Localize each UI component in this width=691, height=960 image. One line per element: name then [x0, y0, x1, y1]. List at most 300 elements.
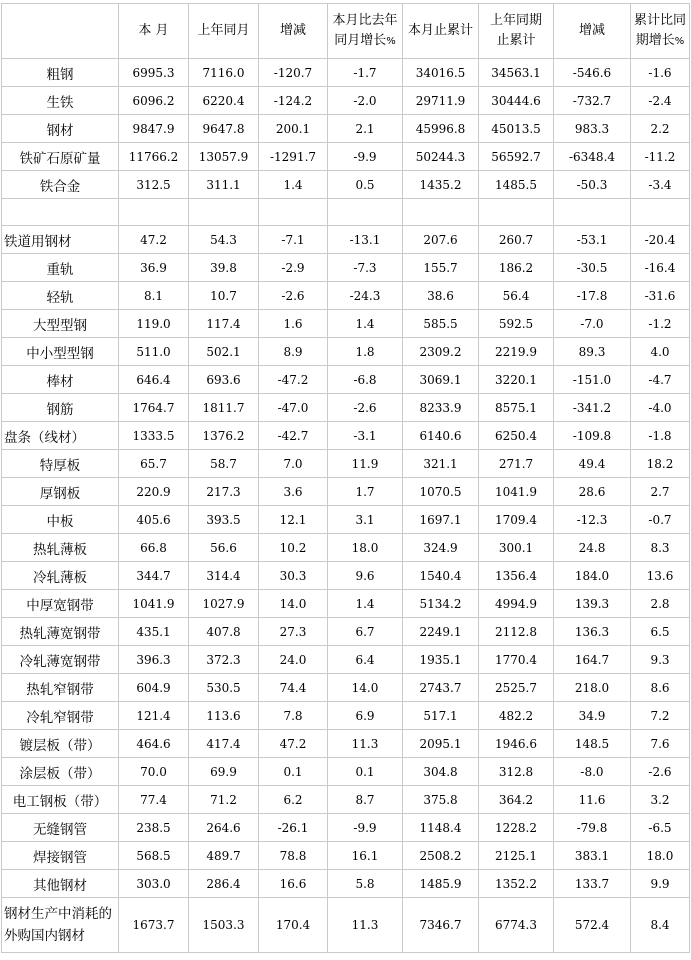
cell-value: -341.2: [554, 394, 631, 422]
cell-value: 572.4: [554, 898, 631, 953]
cell-value: 10.2: [259, 534, 328, 562]
row-label: [2, 199, 119, 226]
cell-value: 65.7: [119, 450, 189, 478]
cell-value: 34.9: [554, 702, 631, 730]
table-row: [2, 758, 690, 786]
header-last-year-cum-line1: 上年同期: [489, 13, 542, 28]
cell-value: 164.7: [554, 646, 631, 674]
header-item: [2, 4, 119, 59]
cell-value: 18.0: [631, 842, 690, 870]
cell-value: -1.8: [631, 422, 690, 450]
cell-value: 155.7: [403, 254, 479, 282]
cell-value: 220.9: [119, 478, 189, 506]
cell-value: 56592.7: [479, 143, 554, 171]
header-last-year-cumulative: [479, 4, 554, 59]
row-label: 重轨: [2, 254, 119, 282]
cell-value: 1333.5: [119, 422, 189, 450]
cell-value: 14.0: [259, 590, 328, 618]
cell-value: -47.2: [259, 366, 328, 394]
cell-value: 2112.8: [479, 618, 554, 646]
cell-value: 1041.9: [479, 478, 554, 506]
cell-value: [189, 199, 259, 226]
cell-value: 1352.2: [479, 870, 554, 898]
cell-value: 47.2: [259, 730, 328, 758]
cell-value: 7.6: [631, 730, 690, 758]
cell-value: 585.5: [403, 310, 479, 338]
cell-value: 200.1: [259, 115, 328, 143]
table-row: [2, 143, 690, 171]
cell-value: 38.6: [403, 282, 479, 310]
cell-value: 2.7: [631, 478, 690, 506]
cell-value: 45013.5: [479, 115, 554, 143]
cell-value: 1041.9: [119, 590, 189, 618]
row-label: 镀层板（带）: [2, 730, 119, 758]
cell-value: 11.3: [328, 898, 403, 953]
table-row: [2, 478, 690, 506]
cell-value: 45996.8: [403, 115, 479, 143]
blank-row: [2, 199, 690, 226]
cell-value: 6995.3: [119, 59, 189, 87]
cell-value: 303.0: [119, 870, 189, 898]
cell-value: 7346.7: [403, 898, 479, 953]
cell-value: 312.5: [119, 171, 189, 199]
cell-value: 34016.5: [403, 59, 479, 87]
header-cum-growth-unit: %: [674, 35, 685, 47]
cell-value: 1148.4: [403, 814, 479, 842]
cell-value: 517.1: [403, 702, 479, 730]
table-row: [2, 702, 690, 730]
cell-value: 39.8: [189, 254, 259, 282]
cell-value: 1435.2: [403, 171, 479, 199]
cell-value: 6.4: [328, 646, 403, 674]
cell-value: [403, 199, 479, 226]
cell-value: 530.5: [189, 674, 259, 702]
row-label: 中小型型钢: [2, 338, 119, 366]
header-last-year-month: 上年同月: [189, 4, 259, 59]
cell-value: 6220.4: [189, 87, 259, 115]
cell-value: -732.7: [554, 87, 631, 115]
row-label: 盘条（线材）: [2, 422, 119, 450]
cell-value: 592.5: [479, 310, 554, 338]
cell-value: 11.9: [328, 450, 403, 478]
cell-value: 6.5: [631, 618, 690, 646]
cell-value: -42.7: [259, 422, 328, 450]
cell-value: -50.3: [554, 171, 631, 199]
cell-value: 2.8: [631, 590, 690, 618]
cell-value: 8.3: [631, 534, 690, 562]
cell-value: 3069.1: [403, 366, 479, 394]
cell-value: 1356.4: [479, 562, 554, 590]
row-label: 钢材生产中消耗的外购国内钢材: [2, 898, 119, 953]
cell-value: 7116.0: [189, 59, 259, 87]
cell-value: 238.5: [119, 814, 189, 842]
table-row: [2, 870, 690, 898]
cell-value: 6096.2: [119, 87, 189, 115]
cell-value: -4.0: [631, 394, 690, 422]
cell-value: -17.8: [554, 282, 631, 310]
cell-value: 58.7: [189, 450, 259, 478]
cell-value: 9.9: [631, 870, 690, 898]
table-row: [2, 786, 690, 814]
row-label: 冷轧窄钢带: [2, 702, 119, 730]
cell-value: [119, 199, 189, 226]
cell-value: -124.2: [259, 87, 328, 115]
cell-value: 2125.1: [479, 842, 554, 870]
cell-value: 11.6: [554, 786, 631, 814]
cell-value: 30444.6: [479, 87, 554, 115]
row-label: 钢筋: [2, 394, 119, 422]
cell-value: 2309.2: [403, 338, 479, 366]
cell-value: 0.1: [328, 758, 403, 786]
cell-value: 1228.2: [479, 814, 554, 842]
row-label: 冷轧薄宽钢带: [2, 646, 119, 674]
header-last-year-cum-line2: 止累计: [496, 33, 536, 48]
cell-value: 1673.7: [119, 898, 189, 953]
cell-value: -6348.4: [554, 143, 631, 171]
cell-value: [328, 199, 403, 226]
cell-value: 464.6: [119, 730, 189, 758]
cell-value: 1.6: [259, 310, 328, 338]
row-label: 中厚宽钢带: [2, 590, 119, 618]
cell-value: 77.4: [119, 786, 189, 814]
cell-value: 311.1: [189, 171, 259, 199]
table-row: [2, 842, 690, 870]
table-row: [2, 394, 690, 422]
cell-value: 260.7: [479, 226, 554, 254]
cell-value: 1.4: [328, 590, 403, 618]
row-label: 钢材: [2, 115, 119, 143]
header-cumulative-growth: [631, 4, 690, 59]
cell-value: 12.1: [259, 506, 328, 534]
cell-value: 321.1: [403, 450, 479, 478]
cell-value: 6250.4: [479, 422, 554, 450]
cell-value: 18.0: [328, 534, 403, 562]
row-label: 铁合金: [2, 171, 119, 199]
row-label: 中板: [2, 506, 119, 534]
cell-value: -9.9: [328, 814, 403, 842]
cell-value: 1697.1: [403, 506, 479, 534]
cell-value: -109.8: [554, 422, 631, 450]
cell-value: 5134.2: [403, 590, 479, 618]
cell-value: -3.4: [631, 171, 690, 199]
cell-value: -13.1: [328, 226, 403, 254]
cell-value: 170.4: [259, 898, 328, 953]
cell-value: 6.2: [259, 786, 328, 814]
cell-value: 11.3: [328, 730, 403, 758]
table-row: [2, 506, 690, 534]
cell-value: 1070.5: [403, 478, 479, 506]
cell-value: 5.8: [328, 870, 403, 898]
cell-value: -2.6: [328, 394, 403, 422]
cell-value: 119.0: [119, 310, 189, 338]
table-row: [2, 254, 690, 282]
cell-value: 1709.4: [479, 506, 554, 534]
cell-value: 324.9: [403, 534, 479, 562]
cell-value: -7.1: [259, 226, 328, 254]
row-label: 无缝钢管: [2, 814, 119, 842]
cell-value: 8.4: [631, 898, 690, 953]
cell-value: 36.9: [119, 254, 189, 282]
cell-value: 27.3: [259, 618, 328, 646]
cell-value: 207.6: [403, 226, 479, 254]
cell-value: 11766.2: [119, 143, 189, 171]
header-yoy-unit: %: [386, 35, 396, 47]
cell-value: -12.3: [554, 506, 631, 534]
cell-value: -47.0: [259, 394, 328, 422]
cell-value: 3.1: [328, 506, 403, 534]
row-label: 铁矿石原矿量: [2, 143, 119, 171]
cell-value: 375.8: [403, 786, 479, 814]
header-row: [2, 4, 690, 59]
cell-value: 568.5: [119, 842, 189, 870]
cell-value: 1485.9: [403, 870, 479, 898]
table-row: [2, 562, 690, 590]
cell-value: 482.2: [479, 702, 554, 730]
cell-value: 2525.7: [479, 674, 554, 702]
table-row: [2, 422, 690, 450]
row-label: 冷轧薄板: [2, 562, 119, 590]
cell-value: 2249.1: [403, 618, 479, 646]
table-row: [2, 171, 690, 199]
cell-value: 9647.8: [189, 115, 259, 143]
row-label: 热轧薄宽钢带: [2, 618, 119, 646]
cell-value: 1764.7: [119, 394, 189, 422]
cell-value: -2.0: [328, 87, 403, 115]
cell-value: 18.2: [631, 450, 690, 478]
cell-value: 2508.2: [403, 842, 479, 870]
cell-value: -2.6: [259, 282, 328, 310]
cell-value: -3.1: [328, 422, 403, 450]
cell-value: [631, 199, 690, 226]
cell-value: 314.4: [189, 562, 259, 590]
header-yoy-growth: [328, 4, 403, 59]
cell-value: 6.9: [328, 702, 403, 730]
row-label: 铁道用钢材: [2, 226, 119, 254]
cell-value: 1935.1: [403, 646, 479, 674]
cell-value: 49.4: [554, 450, 631, 478]
cell-value: 304.8: [403, 758, 479, 786]
cell-value: 264.6: [189, 814, 259, 842]
cell-value: 1.4: [328, 310, 403, 338]
cell-value: 417.4: [189, 730, 259, 758]
table-row: [2, 646, 690, 674]
cell-value: -30.5: [554, 254, 631, 282]
cell-value: -8.0: [554, 758, 631, 786]
cell-value: 13057.9: [189, 143, 259, 171]
row-label: 涂层板（带）: [2, 758, 119, 786]
header-month: 本 月: [119, 4, 189, 59]
cell-value: 2219.9: [479, 338, 554, 366]
cell-value: 184.0: [554, 562, 631, 590]
cell-value: 121.4: [119, 702, 189, 730]
header-cum-growth-line1: 累计比同: [633, 12, 686, 28]
cell-value: 983.3: [554, 115, 631, 143]
cell-value: 312.8: [479, 758, 554, 786]
table-row: [2, 338, 690, 366]
cell-value: 1376.2: [189, 422, 259, 450]
cell-value: -26.1: [259, 814, 328, 842]
cell-value: -1.7: [328, 59, 403, 87]
cell-value: 1.4: [259, 171, 328, 199]
cell-value: 0.5: [328, 171, 403, 199]
cell-value: 6774.3: [479, 898, 554, 953]
steel-production-table: [1, 3, 690, 953]
table-row: [2, 115, 690, 143]
cell-value: 1770.4: [479, 646, 554, 674]
cell-value: 9.6: [328, 562, 403, 590]
cell-value: 604.9: [119, 674, 189, 702]
cell-value: 4.0: [631, 338, 690, 366]
cell-value: -6.8: [328, 366, 403, 394]
cell-value: 693.6: [189, 366, 259, 394]
cell-value: 34563.1: [479, 59, 554, 87]
cell-value: 113.6: [189, 702, 259, 730]
row-label: 焊接钢管: [2, 842, 119, 870]
cell-value: 1811.7: [189, 394, 259, 422]
header-yoy-line2: 同月增长: [334, 32, 387, 48]
table-row: [2, 59, 690, 87]
row-label: 棒材: [2, 366, 119, 394]
cell-value: 2.1: [328, 115, 403, 143]
cell-value: 7.0: [259, 450, 328, 478]
cell-value: -1.2: [631, 310, 690, 338]
cell-value: 8233.9: [403, 394, 479, 422]
row-label: 热轧窄钢带: [2, 674, 119, 702]
cell-value: 646.4: [119, 366, 189, 394]
cell-value: 1540.4: [403, 562, 479, 590]
cell-value: 1.8: [328, 338, 403, 366]
cell-value: 405.6: [119, 506, 189, 534]
cell-value: 271.7: [479, 450, 554, 478]
cell-value: 139.3: [554, 590, 631, 618]
cell-value: 8.7: [328, 786, 403, 814]
cell-value: 186.2: [479, 254, 554, 282]
cell-value: 74.4: [259, 674, 328, 702]
cell-value: 3.2: [631, 786, 690, 814]
cell-value: 8575.1: [479, 394, 554, 422]
cell-value: 393.5: [189, 506, 259, 534]
cell-value: 78.8: [259, 842, 328, 870]
cell-value: 47.2: [119, 226, 189, 254]
cell-value: 0.1: [259, 758, 328, 786]
cell-value: -9.9: [328, 143, 403, 171]
cell-value: 2095.1: [403, 730, 479, 758]
cell-value: 70.0: [119, 758, 189, 786]
cell-value: 364.2: [479, 786, 554, 814]
cell-value: -2.6: [631, 758, 690, 786]
cell-value: 1946.6: [479, 730, 554, 758]
row-label: 电工钢板（带）: [2, 786, 119, 814]
cell-value: 8.6: [631, 674, 690, 702]
cell-value: -7.0: [554, 310, 631, 338]
header-cum-growth-line2: 期增长: [635, 32, 675, 48]
cell-value: 24.0: [259, 646, 328, 674]
header-cumulative: 本月止累计: [403, 4, 479, 59]
header-change: 增减: [259, 4, 328, 59]
table-row: [2, 226, 690, 254]
table-row: [2, 87, 690, 115]
cell-value: 6.7: [328, 618, 403, 646]
cell-value: 136.3: [554, 618, 631, 646]
cell-value: 9.3: [631, 646, 690, 674]
table-row: [2, 590, 690, 618]
cell-value: 13.6: [631, 562, 690, 590]
header-cumulative-change: 增减: [554, 4, 631, 59]
cell-value: 511.0: [119, 338, 189, 366]
cell-value: -53.1: [554, 226, 631, 254]
cell-value: 1485.5: [479, 171, 554, 199]
cell-value: 10.7: [189, 282, 259, 310]
cell-value: 54.3: [189, 226, 259, 254]
row-label: 生铁: [2, 87, 119, 115]
table-row: [2, 282, 690, 310]
cell-value: [479, 199, 554, 226]
row-label: 厚钢板: [2, 478, 119, 506]
cell-value: 50244.3: [403, 143, 479, 171]
row-label: 大型型钢: [2, 310, 119, 338]
cell-value: 56.4: [479, 282, 554, 310]
row-label: 其他钢材: [2, 870, 119, 898]
table-row: [2, 730, 690, 758]
table-row: [2, 674, 690, 702]
cell-value: 1503.3: [189, 898, 259, 953]
cell-value: -16.4: [631, 254, 690, 282]
row-label: 特厚板: [2, 450, 119, 478]
cell-value: 407.8: [189, 618, 259, 646]
cell-value: -0.7: [631, 506, 690, 534]
cell-value: 117.4: [189, 310, 259, 338]
cell-value: 133.7: [554, 870, 631, 898]
cell-value: 396.3: [119, 646, 189, 674]
table-body: [2, 59, 690, 953]
cell-value: 7.2: [631, 702, 690, 730]
cell-value: 6140.6: [403, 422, 479, 450]
cell-value: -4.7: [631, 366, 690, 394]
cell-value: 71.2: [189, 786, 259, 814]
cell-value: 218.0: [554, 674, 631, 702]
cell-value: -31.6: [631, 282, 690, 310]
cell-value: 30.3: [259, 562, 328, 590]
cell-value: 489.7: [189, 842, 259, 870]
cell-value: 69.9: [189, 758, 259, 786]
header-yoy-line1: 本月比去年: [332, 12, 398, 28]
cell-value: 28.6: [554, 478, 631, 506]
cell-value: -79.8: [554, 814, 631, 842]
cell-value: 24.8: [554, 534, 631, 562]
cell-value: 502.1: [189, 338, 259, 366]
cell-value: 2743.7: [403, 674, 479, 702]
cell-value: 217.3: [189, 478, 259, 506]
cell-value: 89.3: [554, 338, 631, 366]
table-row: [2, 366, 690, 394]
cell-value: -546.6: [554, 59, 631, 87]
table-row: [2, 534, 690, 562]
cell-value: -1.6: [631, 59, 690, 87]
cell-value: 8.1: [119, 282, 189, 310]
cell-value: -1291.7: [259, 143, 328, 171]
row-label: 热轧薄板: [2, 534, 119, 562]
cell-value: 16.6: [259, 870, 328, 898]
row-label: 轻轨: [2, 282, 119, 310]
cell-value: -2.9: [259, 254, 328, 282]
table-row: [2, 898, 690, 953]
table-row: [2, 450, 690, 478]
cell-value: 4994.9: [479, 590, 554, 618]
cell-value: 300.1: [479, 534, 554, 562]
cell-value: -24.3: [328, 282, 403, 310]
table-row: [2, 814, 690, 842]
cell-value: 16.1: [328, 842, 403, 870]
